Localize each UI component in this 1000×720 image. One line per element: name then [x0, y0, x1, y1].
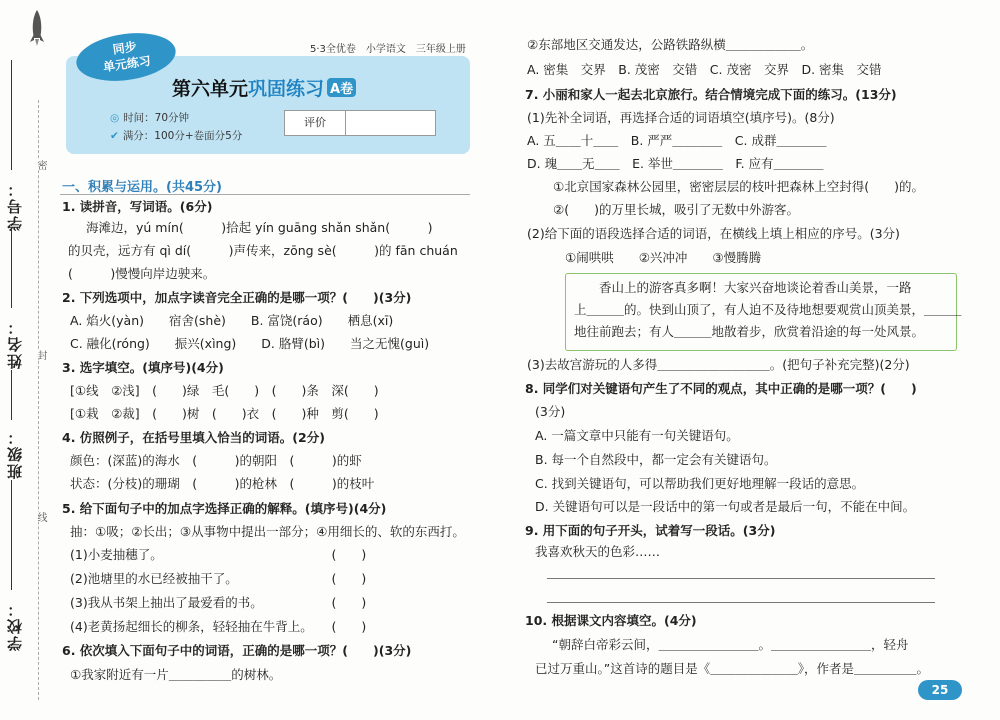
answer-line-2[interactable]: [547, 602, 935, 603]
question-line: (3分): [535, 404, 566, 419]
school-label: 学校：: [6, 600, 24, 651]
question-line: 抽：①吸；②长出；③从事物中提出一部分；④用细长的、软的东西打。: [70, 524, 465, 539]
seal-char-mi: 密: [35, 160, 46, 170]
question-line: (2)给下面的语段选择合适的词语，在横线上填上相应的序号。(3分): [527, 226, 900, 241]
question-line: A. 焰火(yàn) 宿舍(shè) B. 富饶(ráo) 栖息(xī): [70, 313, 394, 328]
question-line: ( )慢慢向岸边驶来。: [68, 266, 216, 281]
right-column: [525, 0, 962, 720]
question-line: (2)池塘里的水已经被抽干了。 ( ): [70, 571, 367, 586]
badge-line1: 同步: [111, 39, 138, 57]
question-line: ①我家附近有一片＿＿＿＿＿的树林。: [70, 667, 282, 682]
question-line: A. 一篇文章中只能有一句关键语句。: [535, 428, 739, 443]
seal-char-xian: 线: [35, 512, 46, 522]
student-id-line[interactable]: [11, 60, 12, 170]
question-line: 颜色：(深蓝)的海水 ( )的朝阳 ( )的虾: [70, 453, 362, 468]
question-line: (4)老黄扬起细长的柳条，轻轻抽在牛背上。 ( ): [70, 619, 367, 634]
rocket-icon: [27, 8, 47, 48]
question-line: “朝辞白帝彩云间，＿＿＿＿＿＿＿＿。＿＿＿＿＿＿＿＿，轻舟: [527, 637, 909, 652]
score-text: 满分：100分+卷面分5分: [122, 130, 243, 142]
question-line: [①线 ②浅] ( )绿 毛( ) ( )条 深( ): [70, 383, 379, 398]
section-rule: [60, 194, 470, 195]
question-line: ①闹哄哄 ②兴冲冲 ③慢腾腾: [565, 250, 762, 265]
class-line[interactable]: [11, 370, 12, 420]
question-line: A. 密集 交界 B. 茂密 交错 C. 茂密 交界 D. 密集 交错: [527, 62, 882, 77]
question-line: (3)去故宫游玩的人多得＿＿＿＿＿＿＿＿＿。(把句子补充完整)(2分): [527, 357, 910, 372]
binding-margin: [0, 0, 56, 720]
answer-line-1[interactable]: [547, 578, 935, 579]
check-icon: ✔: [110, 130, 119, 142]
question-heading: 4. 仿照例子，在括号里填入恰当的词语。(2分): [62, 430, 325, 445]
school-line[interactable]: [11, 480, 12, 590]
sync-badge: [73, 27, 178, 86]
question-line: [①栽 ②裁] ( )树 ( )衣 ( )种 剪( ): [70, 406, 379, 421]
question-heading: 1. 读拼音，写词语。(6分): [62, 199, 213, 214]
question-line: ②东部地区交通发达，公路铁路纵横＿＿＿＿＿＿。: [527, 37, 814, 52]
question-line: D. 关键语句可以是一段话中的第一句或者是最后一句，不能在中间。: [535, 499, 916, 514]
title-a-badge: A卷: [327, 78, 356, 97]
cut-line: [38, 100, 39, 700]
question-heading: 2. 下列选项中，加点字读音完全正确的是哪一项？( )(3分): [62, 290, 412, 305]
time-text: 时间：70分钟: [123, 112, 190, 124]
question-line: A. 五＿＿十＿＿ B. 严严＿＿＿＿ C. 成群＿＿＿＿: [527, 133, 827, 148]
question-heading: 7. 小丽和家人一起去北京旅行。结合情境完成下面的练习。(13分): [525, 87, 897, 102]
evaluation-box: [284, 110, 436, 136]
question-heading: 3. 选字填空。(填序号)(4分): [62, 360, 224, 375]
question-line: 海滩边，yú mín( )拾起 yín guāng shǎn shǎn( ): [86, 220, 433, 235]
question-line: C. 融化(róng) 振兴(xìng) D. 胳臂(bì) 当之无愧(guì): [70, 336, 430, 351]
question-line: 我喜欢秋天的色彩……: [535, 544, 661, 559]
passage-line: 地往前跑去；有人＿＿＿地散着步，欣赏着沿途的每一处风景。: [574, 324, 925, 339]
page-number: 25: [918, 680, 962, 700]
question-line: ①北京国家森林公园里，密密层层的枝叶把森林上空封得( )的。: [553, 179, 924, 194]
question-line: 状态：(分枝)的珊瑚 ( )的枪林 ( )的枝叶: [70, 476, 375, 491]
question-line: C. 找到关键语句，可以帮助我们更好地理解一段话的意思。: [535, 476, 865, 491]
question-line: (3)我从书架上抽出了最爱看的书。 ( ): [70, 595, 367, 610]
series-header: 5·3全优卷 小学语文 三年级上册: [310, 44, 466, 55]
evaluation-label: 评价: [285, 111, 346, 135]
name-label: 姓名：: [6, 318, 24, 369]
time-info: [110, 110, 189, 125]
question-heading: 6. 依次填入下面句子中的词语，正确的是哪一项？( )(3分): [62, 643, 412, 658]
question-heading: 9. 用下面的句子开头，试着写一段话。(3分): [525, 523, 776, 538]
question-heading: 10. 根据课文内容填空。(4分): [525, 613, 697, 628]
question-line: ②( )的万里长城，吸引了无数中外游客。: [553, 202, 799, 217]
title-part2: 巩固练习: [248, 78, 325, 100]
passage-box: [565, 273, 962, 351]
question-heading: 8. 同学们对关键语句产生了不同的观点，其中正确的是哪一项？( ): [525, 381, 917, 396]
name-line[interactable]: [11, 228, 12, 308]
question-line: (1)先补全词语，再选择合适的词语填空(填序号)。(8分): [527, 110, 835, 125]
score-info: [110, 128, 242, 143]
unit-title: [172, 74, 356, 101]
clock-icon: ◎: [110, 112, 120, 124]
question-line: (1)小麦抽穗了。 ( ): [70, 547, 367, 562]
passage-line: 香山上的游客真多啊！大家兴奋地谈论着香山美景，一路: [574, 280, 912, 295]
seal-char-feng: 封: [35, 350, 46, 360]
class-label: 班级：: [6, 428, 24, 479]
student-id-label: 学号：: [6, 180, 24, 231]
section-heading: 一、积累与运用。(共45分): [62, 180, 222, 195]
title-part1: 第六单元: [172, 78, 249, 100]
question-line: B. 每一个自然段中，都一定会有关键语句。: [535, 452, 777, 467]
question-heading: 5. 给下面句子中的加点字选择正确的解释。(填序号)(4分): [62, 501, 387, 516]
passage-line: 上＿＿＿的。快到山顶了，有人迫不及待地想要观赏山顶美景，＿＿＿: [574, 302, 962, 317]
question-line: D. 瑰＿＿无＿＿ E. 举世＿＿＿＿ F. 应有＿＿＿＿: [527, 156, 824, 171]
question-line: 已过万重山。”这首诗的题目是《＿＿＿＿＿＿＿》，作者是＿＿＿＿＿。: [535, 661, 929, 676]
left-column: [60, 0, 470, 720]
badge-line2: 单元练习: [102, 53, 152, 75]
question-line: 的贝壳，远方有 qì dí( )声传来，zōng sè( )的 fān chuán: [68, 243, 458, 258]
evaluation-field[interactable]: [346, 111, 435, 135]
